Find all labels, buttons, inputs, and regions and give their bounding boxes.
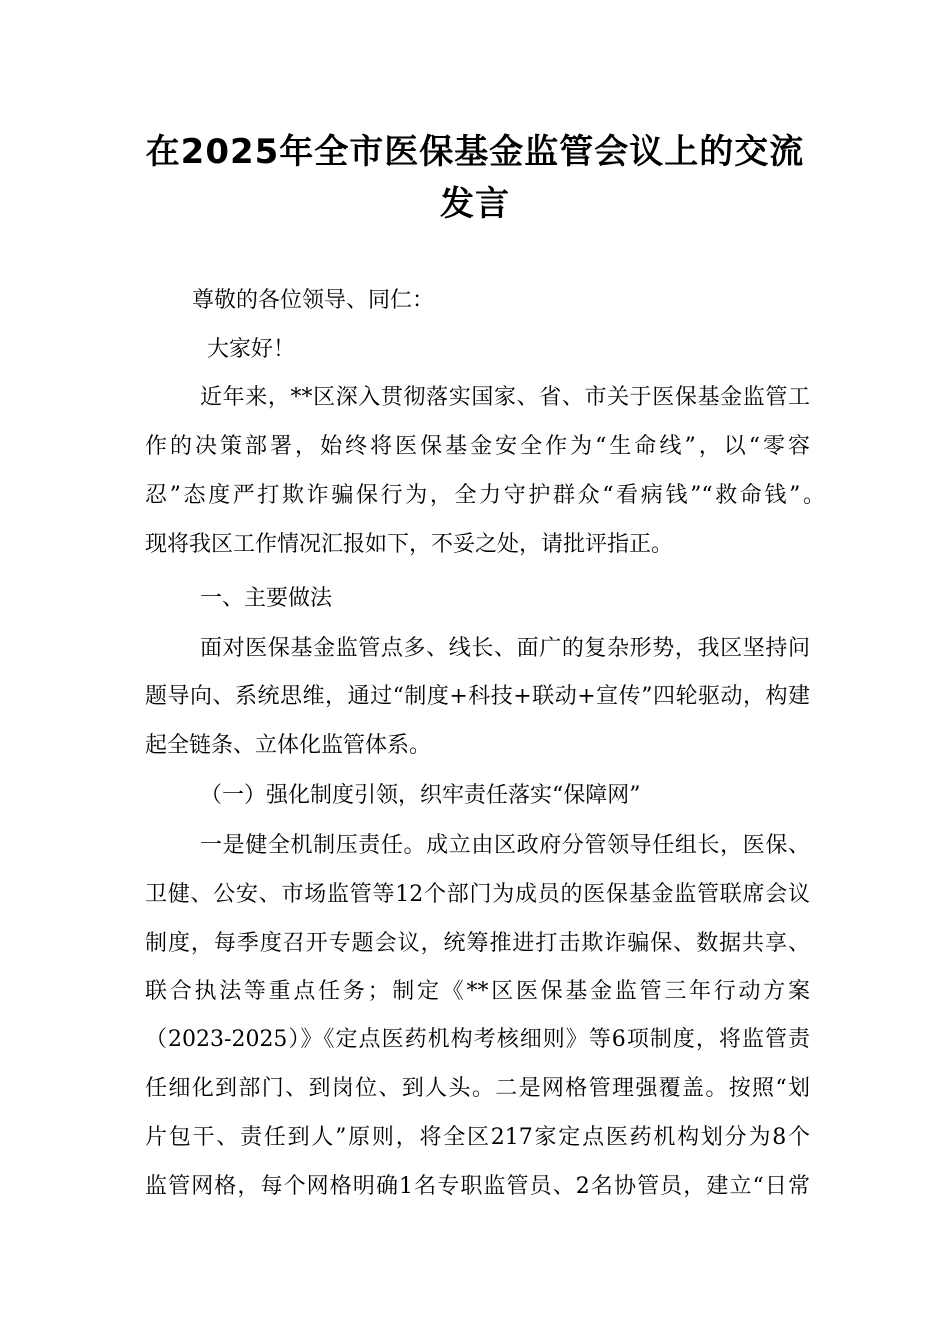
subsection-heading: （一）强化制度引领，织牢责任落实“保障网”	[200, 783, 641, 808]
paragraph-line: 作的决策部署，始终将医保基金安全作为“生命线”，以“零容	[145, 434, 810, 459]
document-title-line-1: 在2025年全市医保基金监管会议上的交流	[145, 132, 805, 172]
greeting: 尊敬的各位领导、同仁：	[192, 288, 435, 313]
paragraph-line: 面对医保基金监管点多、线长、面广的复杂形势，我区坚持问	[200, 636, 810, 661]
paragraph-line: 监管网格，每个网格明确1名专职监管员、2名协管员，建立“日常	[145, 1174, 810, 1199]
paragraph-line: 任细化到部门、到岗位、到人头。二是网格管理强覆盖。按照“划	[145, 1076, 810, 1101]
paragraph-line: （2023-2025）》《定点医药机构考核细则》等6项制度，将监管责	[145, 1027, 810, 1052]
hello: 大家好！	[207, 337, 296, 362]
paragraph-line: 现将我区工作情况汇报如下，不妥之处，请批评指正。	[145, 532, 674, 557]
paragraph-line: 制度，每季度召开专题会议，统筹推进打击欺诈骗保、数据共享、	[145, 931, 810, 956]
paragraph-line: 片包干、责任到人”原则，将全区217家定点医药机构划分为8个	[145, 1125, 810, 1150]
paragraph-line: 题导向、系统思维，通过“制度+科技+联动+宣传”四轮驱动，构建	[145, 684, 810, 709]
document-title-line-2: 发言	[440, 184, 510, 224]
paragraph-line: 联合执法等重点任务；制定《**区医保基金监管三年行动方案	[145, 979, 810, 1004]
paragraph-line: 忍”态度严打欺诈骗保行为，全力守护群众“看病钱”“救命钱”。	[145, 483, 825, 508]
paragraph-line: 近年来，**区深入贯彻落实国家、省、市关于医保基金监管工	[200, 385, 810, 410]
paragraph-line: 一是健全机制压责任。成立由区政府分管领导任组长，医保、	[200, 833, 810, 858]
paragraph-line: 起全链条、立体化监管体系。	[145, 733, 432, 758]
paragraph-line: 卫健、公安、市场监管等12个部门为成员的医保基金监管联席会议	[145, 882, 810, 907]
section-heading: 一、主要做法	[200, 586, 333, 611]
